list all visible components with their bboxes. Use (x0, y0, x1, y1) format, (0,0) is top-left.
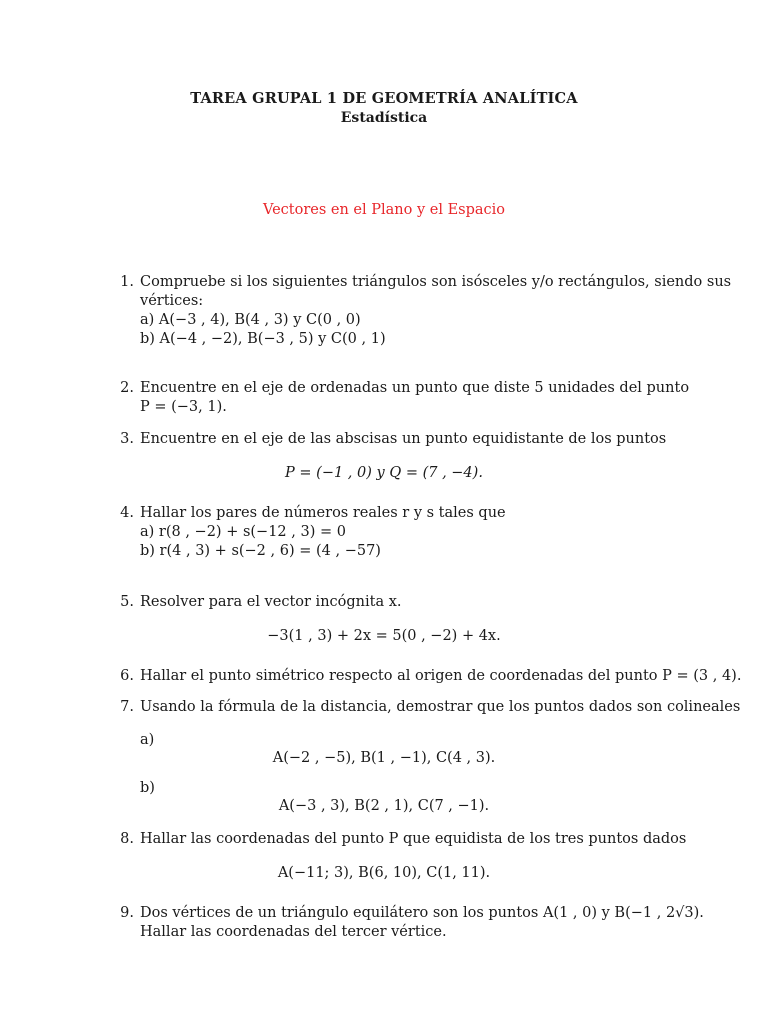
problem-4-item-b: b) r(4 , 3) + s(−2 , 6) = (4 , −57) (140, 543, 381, 559)
problem-7-label-b: b) (140, 780, 155, 796)
problem-1-number: 1. (120, 274, 134, 290)
document-subtitle: Estadística (340, 110, 428, 126)
problem-2-text-line1: Encuentre en el eje de ordenadas un punto que diste 5 unidades del punto (140, 380, 690, 396)
problem-1-text-line1: Compruebe si los siguientes triángulos son isósceles y/o rectángulos, siendo sus (140, 274, 732, 290)
problem-7-label-a: a) (140, 732, 155, 748)
problem-4-number: 4. (120, 505, 134, 521)
problem-5-equation: −3(1 , 3) + 2x = 5(0 , −2) + 4x. (267, 628, 501, 644)
document-title: TAREA GRUPAL 1 DE GEOMETRÍA ANALÍTICA (190, 90, 578, 107)
section-title: Vectores en el Plano y el Espacio (262, 202, 506, 218)
problem-7-number: 7. (120, 699, 134, 715)
problem-4-text-line1: Hallar los pares de números reales r y s tales que (140, 505, 506, 521)
problem-2-number: 2. (120, 380, 134, 396)
problem-1-text-line2: vértices: (140, 293, 204, 309)
problem-3-text-line1: Encuentre en el eje de las abscisas un punto equidistante de los puntos (140, 431, 667, 447)
problem-4-item-a: a) r(8 , −2) + s(−12 , 3) = 0 (140, 524, 346, 540)
problem-2-text-line2: P = (−3, 1). (140, 399, 227, 415)
problem-3-number: 3. (120, 431, 134, 447)
problem-8-text-line1: Hallar las coordenadas del punto P que equidista de los tres puntos dados (140, 831, 687, 847)
problem-5-number: 5. (120, 594, 134, 610)
problem-5-text-line1: Resolver para el vector incógnita x. (140, 594, 402, 610)
problem-6-number: 6. (120, 668, 134, 684)
problem-7-text-line1: Usando la fórmula de la distancia, demostrar que los puntos dados son colineales (140, 699, 741, 715)
problem-1-item-a: a) A(−3 , 4), B(4 , 3) y C(0 , 0) (140, 312, 361, 328)
problem-8-number: 8. (120, 831, 134, 847)
problem-9-number: 9. (120, 905, 134, 921)
problem-3-equation: P = (−1 , 0) y Q = (7 , −4). (285, 465, 483, 481)
problem-1-item-b: b) A(−4 , −2), B(−3 , 5) y C(0 , 1) (140, 331, 386, 347)
problem-9-text-line2: Hallar las coordenadas del tercer vértice. (140, 924, 447, 940)
problem-9-text-line1: Dos vértices de un triángulo equilátero son los puntos A(1 , 0) y B(−1 , 2√3). (140, 905, 704, 921)
problem-8-equation: A(−11; 3), B(6, 10), C(1, 11). (277, 865, 491, 881)
problem-6-text-line1: Hallar el punto simétrico respecto al origen de coordenadas del punto P = (3 , 4). (140, 668, 742, 684)
problem-7-equation-a: A(−2 , −5), B(1 , −1), C(4 , 3). (272, 750, 496, 766)
problem-7-equation-b: A(−3 , 3), B(2 , 1), C(7 , −1). (278, 798, 490, 814)
